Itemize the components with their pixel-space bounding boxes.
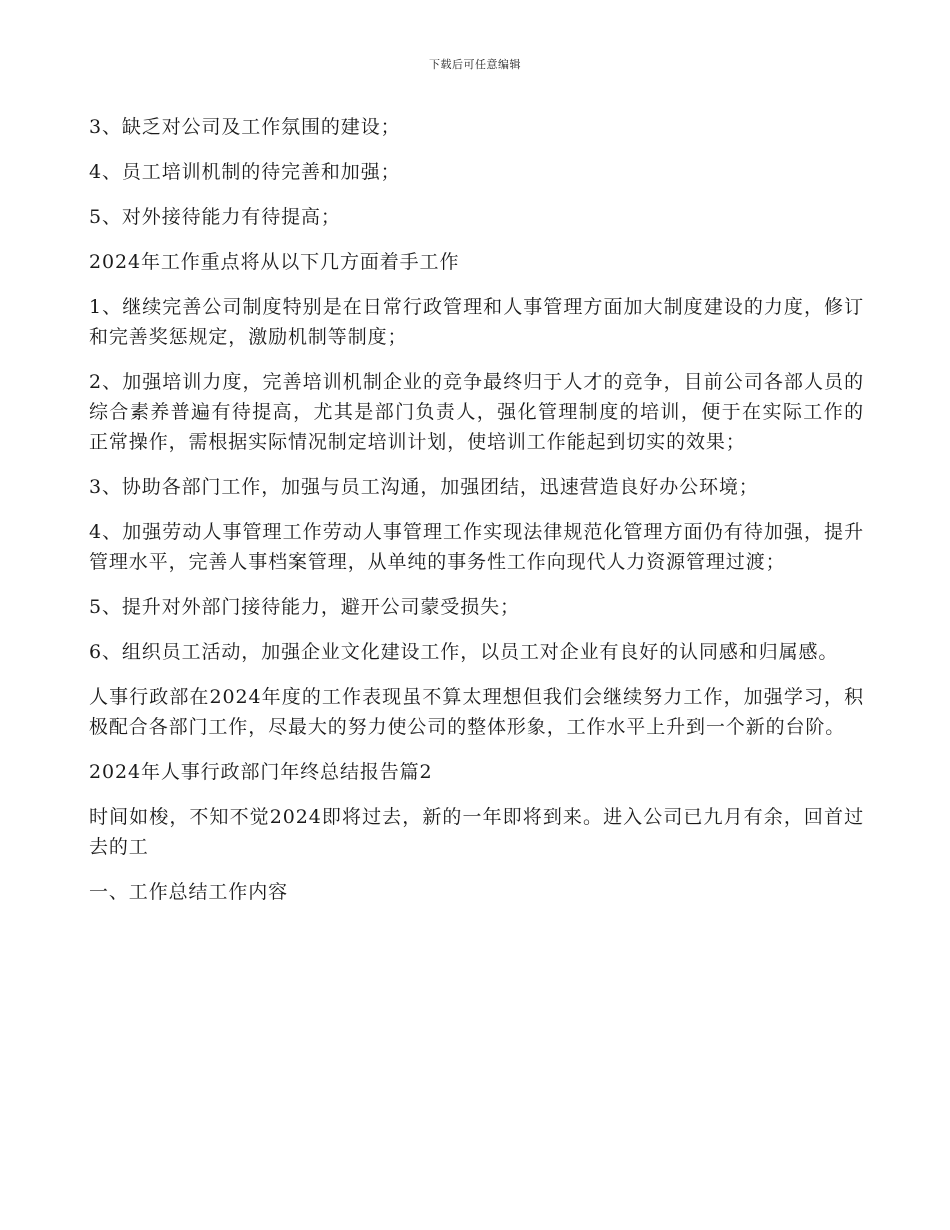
focus-item-5-reception: 5、提升对外部门接待能力，避开公司蒙受损失； — [89, 596, 520, 618]
focus-item-3-coordination: 3、协助各部门工作，加强与员工沟通，加强团结，迅速营造良好办公环境； — [89, 476, 759, 498]
document-body — [89, 112, 864, 922]
report-title-part-2: 2024年人事行政部门年终总结报告篇2 — [89, 761, 433, 783]
conclusion-paragraph: 人事行政部在2024年度的工作表现虽不算太理想但我们会继续努力工作，加强学习，积极配合各部门工作，尽最大的努力使公司的整体形象，工作水平上升到一个新的台阶。 — [89, 686, 864, 738]
focus-item-6-activities: 6、组织员工活动，加强企业文化建设工作，以员工对企业有良好的认同感和归属感。 — [89, 641, 839, 663]
list-item-4-training-mechanism: 4、员工培训机制的待完善和加强； — [89, 161, 401, 183]
list-item-5-reception-ability: 5、对外接待能力有待提高； — [89, 206, 341, 228]
list-item-3-lack-atmosphere: 3、缺乏对公司及工作氛围的建设； — [89, 116, 401, 138]
intro-paragraph: 时间如梭，不知不觉2024即将过去，新的一年即将到来。进入公司已九月有余，回首过去的工 — [89, 806, 864, 858]
section-heading-work-content: 一、工作总结工作内容 — [89, 881, 289, 903]
page-header: 下载后可任意编辑 — [429, 58, 521, 71]
focus-item-2-training: 2、加强培训力度，完善培训机制企业的竞争最终归于人才的竞争，目前公司各部人员的综合素养普遍有待提高，尤其是部门负责人，强化管理制度的培训，便于在实际工作的正常操作，需根据实际情况制定培训计划，使培训工作能起到切实的效果； — [89, 371, 864, 453]
focus-item-1-system: 1、继续完善公司制度特别是在日常行政管理和人事管理方面加大制度建设的力度，修订和完善奖惩规定，激励机制等制度； — [89, 296, 864, 348]
section-heading-work-focus: 2024年工作重点将从以下几方面着手工作 — [89, 251, 460, 273]
focus-item-4-labor-management: 4、加强劳动人事管理工作劳动人事管理工作实现法律规范化管理方面仍有待加强，提升管理水平，完善人事档案管理，从单纯的事务性工作向现代人力资源管理过渡； — [89, 521, 864, 573]
